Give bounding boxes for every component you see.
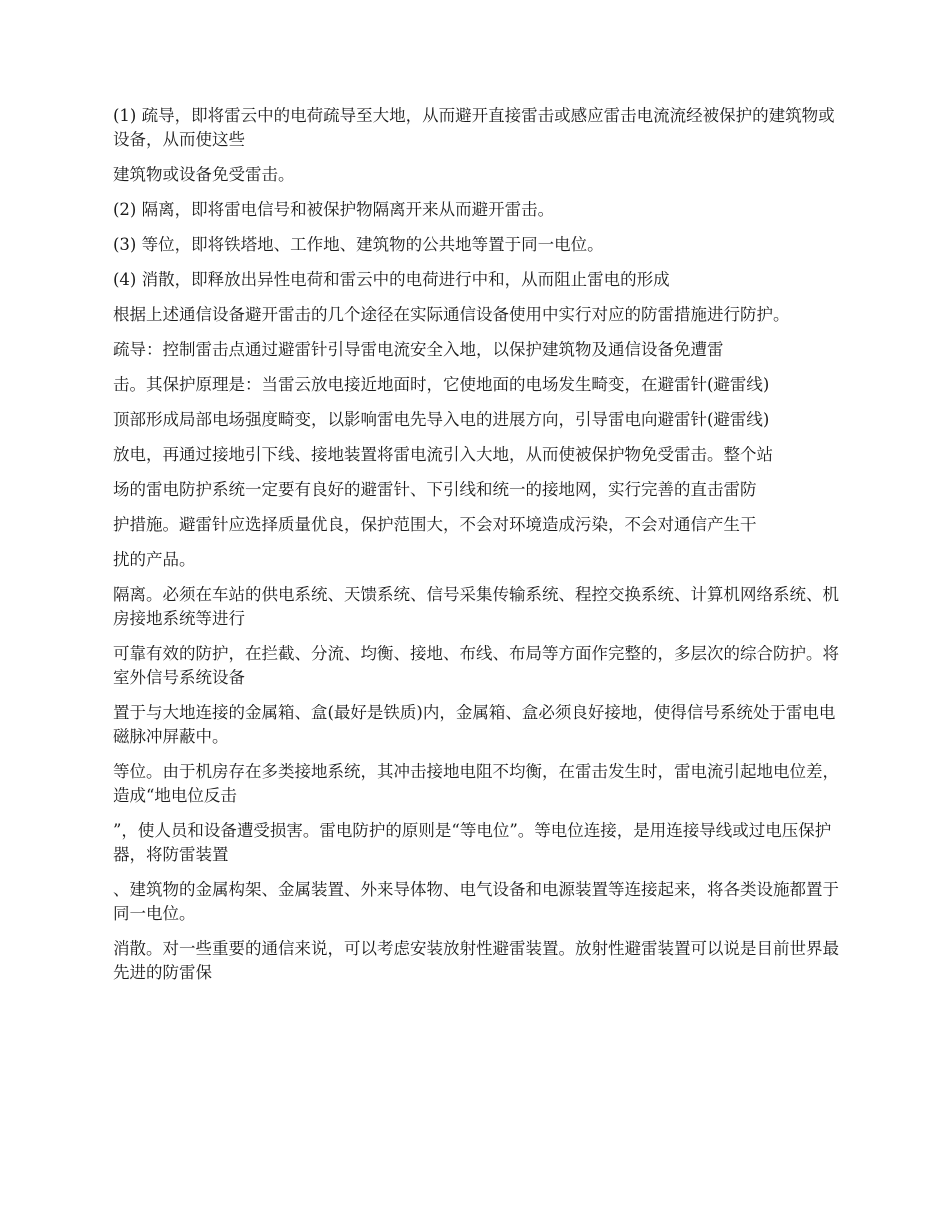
paragraph-15: 可靠有效的防护，在拦截、分流、均衡、接地、布线、布局等方面作完整的，多层次的综合防护。将室外信号系统设备 (113, 644, 839, 687)
paragraph-8: 击。其保护原理是：当雷云放电接近地面时，它使地面的电场发生畸变，在避雷针(避雷线) (113, 375, 770, 394)
paragraph-14: 隔离。必须在车站的供电系统、天馈系统、信号采集传输系统、程控交换系统、计算机网络系统、机房接地系统等进行 (113, 585, 839, 628)
paragraph-2: 建筑物或设备免受雷击。 (113, 165, 295, 184)
paragraph-20: 消散。对一些重要的通信来说，可以考虑安装放射性避雷装置。放射性避雷装置可以说是目前世界最先进的防雷保 (113, 939, 839, 982)
paragraph-3: (2) 隔离，即将雷电信号和被保护物隔离开来从而避开雷击。 (113, 200, 555, 219)
paragraph-1: (1) 疏导，即将雷云中的电荷疏导至大地，从而避开直接雷击或感应雷击电流流经被保护的建筑物或设备，从而使这些 (113, 106, 835, 149)
paragraph-7: 疏导：控制雷击点通过避雷针引导雷电流安全入地，以保护建筑物及通信设备免遭雷 (113, 340, 724, 359)
paragraph-9: 顶部形成局部电场强度畸变，以影响雷电先导入电的进展方向，引导雷电向避雷针(避雷线) (113, 410, 770, 429)
paragraph-4: (3) 等位，即将铁塔地、工作地、建筑物的公共地等置于同一电位。 (113, 235, 604, 254)
paragraph-16: 置于与大地连接的金属箱、盒(最好是铁质)内，金属箱、盒必须良好接地，使得信号系统处于雷电电磁脉冲屏蔽中。 (113, 703, 836, 746)
paragraph-12: 护措施。避雷针应选择质量优良，保护范围大，不会对环境造成污染，不会对通信产生干 (113, 515, 757, 534)
paragraph-6: 根据上述通信设备避开雷击的几个途径在实际通信设备使用中实行对应的防雷措施进行防护。 (113, 305, 790, 324)
paragraph-17: 等位。由于机房存在多类接地系统，其冲击接地电阻不均衡，在雷击发生时，雷电流引起地电位差，造成“地电位反击 (113, 762, 839, 805)
paragraph-10: 放电，再通过接地引下线、接地装置将雷电流引入大地，从而使被保护物免受雷击。整个站 (113, 445, 773, 464)
paragraph-13: 扰的产品。 (113, 550, 196, 569)
paragraph-19: 、建筑物的金属构架、金属装置、外来导体物、电气设备和电源装置等连接起来，将各类设施都置于同一电位。 (113, 880, 839, 923)
document-body (113, 104, 839, 996)
paragraph-18: ”，使人员和设备遭受损害。雷电防护的原则是“等电位”。等电位连接，是用连接导线或过电压保护器，将防雷装置 (113, 821, 832, 864)
paragraph-5: (4) 消散，即释放出异性电荷和雷云中的电荷进行中和，从而阻止雷电的形成 (113, 270, 670, 289)
paragraph-11: 场的雷电防护系统一定要有良好的避雷针、下引线和统一的接地网，实行完善的直击雷防 (113, 480, 757, 499)
